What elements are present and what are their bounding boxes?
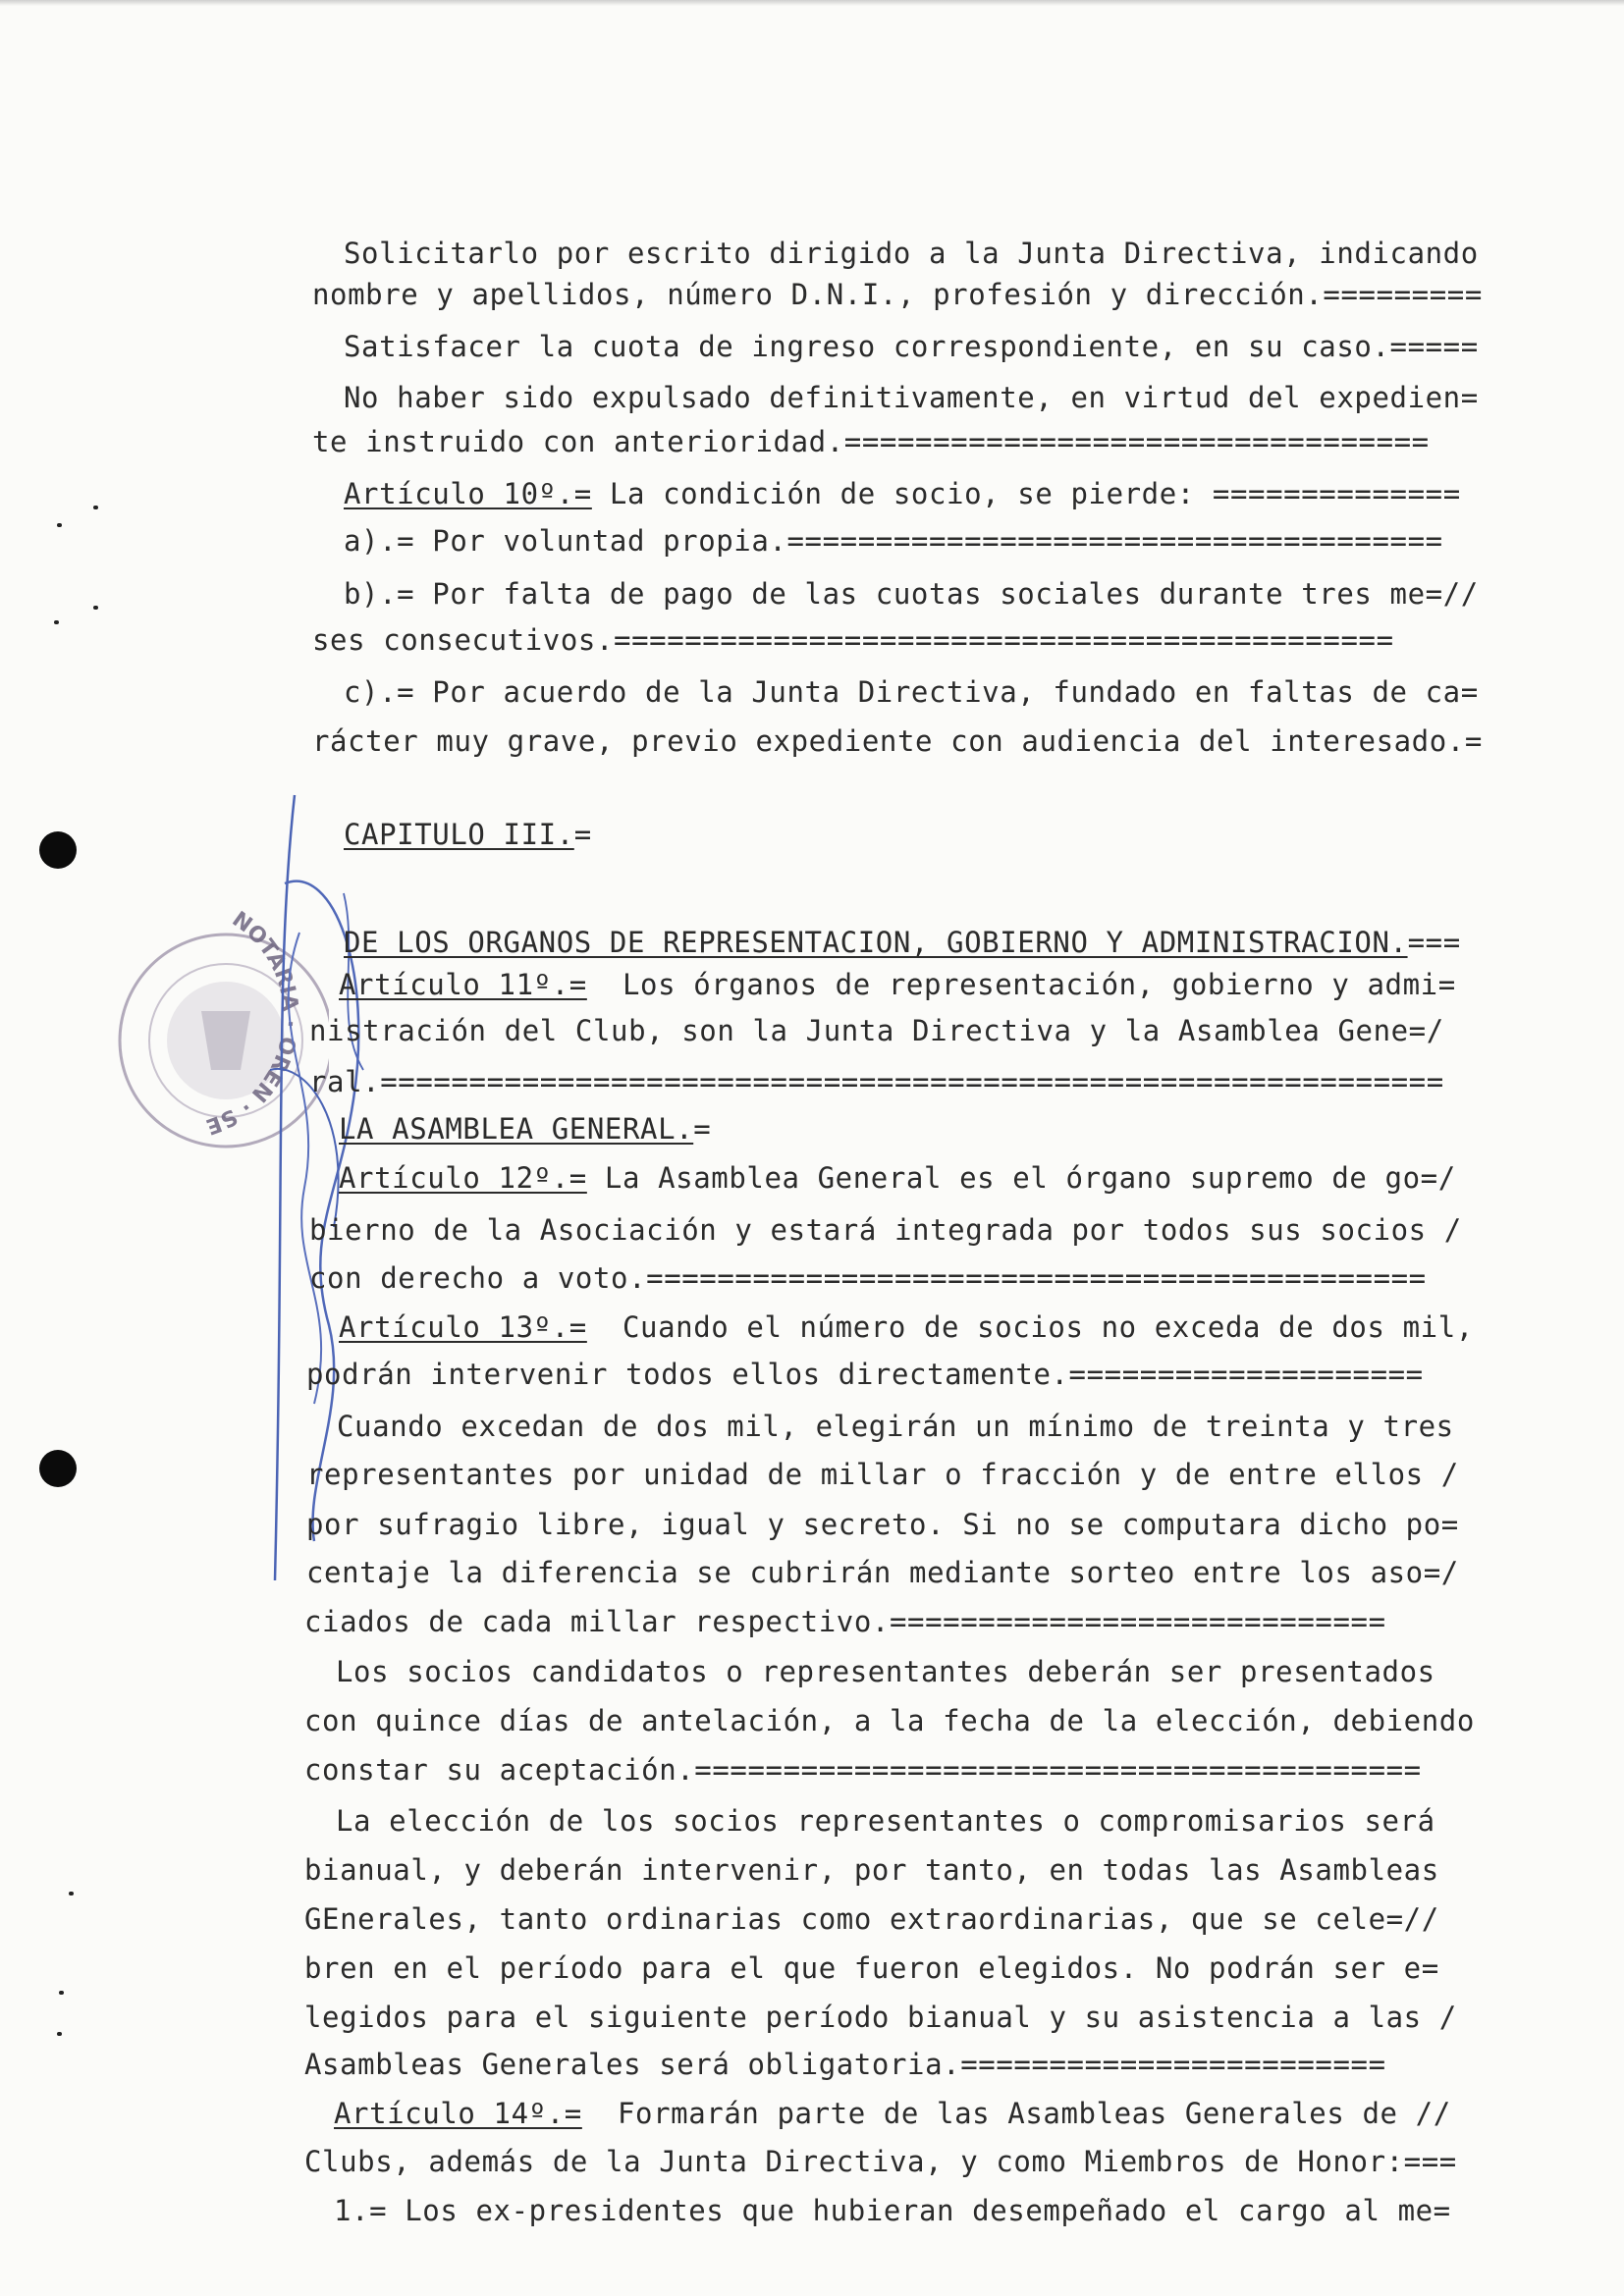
text-line: Asambleas Generales será obligatoria.========================	[304, 2048, 1386, 2081]
text-line: representantes por unidad de millar o fracción y de entre ellos /	[306, 1458, 1459, 1491]
text-line: nombre y apellidos, número D.N.I., profesión y dirección.=========	[312, 278, 1483, 311]
text-line: bianual, y deberán intervenir, por tanto, en todas las Asambleas	[304, 1853, 1439, 1887]
text-line: a).= Por voluntad propia.=====================================	[344, 524, 1443, 558]
article-line: Artículo 12º.= La Asamblea General es el órgano supremo de go=/	[339, 1161, 1456, 1195]
margin-speck	[54, 620, 59, 624]
text-line: bren en el período para el que fueron elegidos. No podrán ser e=	[304, 1951, 1439, 1985]
text-line: La elección de los socios representantes o compromisarios será	[336, 1804, 1435, 1838]
text-line: 1.= Los ex-presidentes que hubieran desempeñado el cargo al me=	[334, 2194, 1451, 2227]
section-heading: LA ASAMBLEA GENERAL.=	[339, 1112, 712, 1146]
text-line: bierno de la Asociación y estará integrada por todos sus socios /	[309, 1213, 1462, 1247]
text-line: ral.============================================================	[309, 1065, 1444, 1098]
text-line: rácter muy grave, previo expediente con audiencia del interesado.=	[312, 724, 1483, 758]
article-heading: Artículo 10º.=	[344, 477, 592, 510]
binder-hole-top	[39, 831, 77, 869]
margin-speck	[57, 2032, 62, 2036]
text-line: ses consecutivos.============================================	[312, 623, 1394, 657]
article-heading: Artículo 11º.=	[339, 968, 587, 1001]
text-line: b).= Por falta de pago de las cuotas sociales durante tres me=//	[344, 577, 1479, 611]
seal-lettering: NOTARIA · OREN · SE	[202, 907, 302, 1139]
margin-speck	[93, 506, 98, 509]
article-heading: Artículo 12º.=	[339, 1161, 587, 1195]
text-line: con derecho a voto.============================================	[309, 1261, 1427, 1295]
text-line: Clubs, además de la Junta Directiva, y como Miembros de Honor:===	[304, 2145, 1457, 2178]
article-heading: Artículo 13º.=	[339, 1310, 587, 1344]
margin-speck	[69, 1892, 74, 1896]
text-line: legidos para el siguiente período bianual y su asistencia a las /	[304, 2001, 1457, 2034]
text-line: constar su aceptación.=========================================	[304, 1753, 1422, 1787]
article-line: Artículo 11º.= Los órganos de representación, gobierno y admi=	[339, 968, 1456, 1001]
text-line: Solicitarlo por escrito dirigido a la Junta Directiva, indicando	[344, 237, 1479, 270]
scan-top-edge	[0, 0, 1624, 6]
article-line: Artículo 10º.= La condición de socio, se pierde: ==============	[344, 477, 1461, 510]
margin-speck	[93, 606, 98, 610]
article-heading: Artículo 14º.=	[334, 2097, 582, 2130]
chapter-heading: CAPITULO III.=	[344, 818, 592, 851]
text-line: c).= Por acuerdo de la Junta Directiva, fundado en faltas de ca=	[344, 675, 1479, 709]
text-line: nistración del Club, son la Junta Directiva y la Asamblea Gene=/	[309, 1014, 1444, 1047]
text-line: podrán intervenir todos ellos directamente.====================	[306, 1358, 1424, 1391]
text-line: Satisfacer la cuota de ingreso correspondiente, en su caso.=====	[344, 330, 1479, 363]
text-line: con quince días de antelación, a la fecha de la elección, debiendo	[304, 1704, 1475, 1737]
text-line: te instruido con anterioridad.=================================	[312, 425, 1430, 458]
text-line: GEnerales, tanto ordinarias como extraordinarias, que se cele=//	[304, 1902, 1439, 1936]
margin-speck	[59, 1991, 64, 1995]
article-line: Artículo 14º.= Formarán parte de las Asambleas Generales de //	[334, 2097, 1451, 2130]
text-line: Los socios candidatos o representantes deberán ser presentados	[336, 1655, 1435, 1688]
text-line: Cuando excedan de dos mil, elegirán un mínimo de treinta y tres	[337, 1410, 1454, 1443]
binder-hole-bottom	[39, 1450, 77, 1487]
text-line: por sufragio libre, igual y secreto. Si no se computara dicho po=	[306, 1508, 1459, 1541]
article-line: Artículo 13º.= Cuando el número de socios no exceda de dos mil,	[339, 1310, 1474, 1344]
text-line: ciados de cada millar respectivo.============================	[304, 1605, 1386, 1638]
section-heading: DE LOS ORGANOS DE REPRESENTACION, GOBIERNO Y ADMINISTRACION.===	[344, 926, 1461, 959]
margin-speck	[57, 523, 62, 527]
text-line: centaje la diferencia se cubrirán mediante sorteo entre los aso=/	[306, 1556, 1459, 1589]
text-line: No haber sido expulsado definitivamente, en virtud del expedien=	[344, 381, 1479, 414]
